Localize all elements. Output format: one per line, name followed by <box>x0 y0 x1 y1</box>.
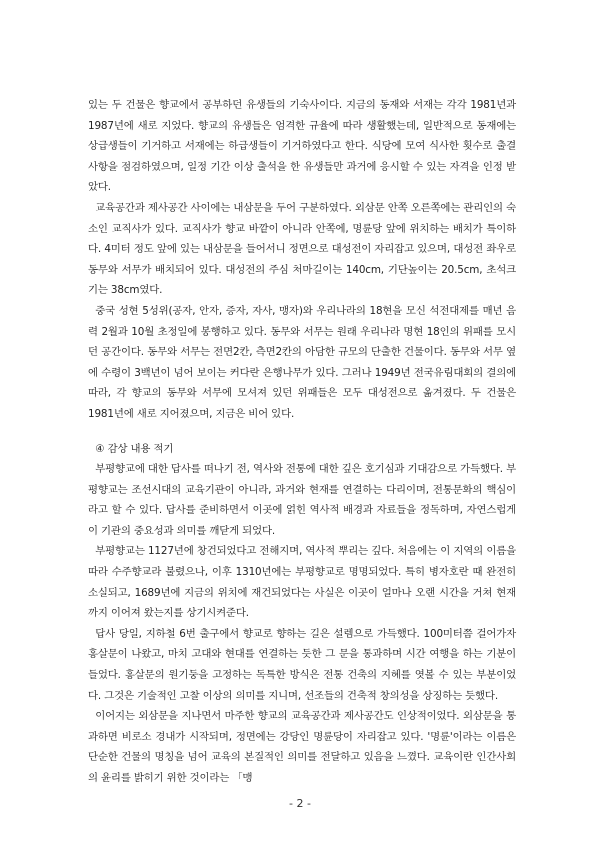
paragraph-myeongnyundang: 이어지는 외삼문을 지나면서 마주한 향교의 교육공간과 제사공간도 인상적이었다. 외삼문을 통과하면 비로소 경내가 시작되며, 정면에는 강당인 명륜당이 자리잡고 있다. '명륜'이라는 이름은 단순한 건물의 명칭을 넘어 교육의 본질적인 의미를 전달하고 있음을 느꼈다. 교육이란 인간사회의 윤리를 밝히기 위한 것이라는 「맹 <box>88 710 516 784</box>
document-body <box>88 95 516 789</box>
section-heading: ④ 감상 내용 적기 <box>95 442 174 455</box>
paragraph-visit-day: 답사 당일, 지하철 6번 출구에서 향교로 향하는 길은 설렘으로 가득했다. 100미터쯤 걸어가자 홍살문이 나왔고, 마치 고대와 현대를 연결하는 듯한 그 문을 통과하며 시간 여행을 하는 기분이 들었다. 홍살문의 원기둥을 고정하는 독특한 방식은 전통 건축의 지혜를 엿볼 수 있는 부분이었다. 그것은 기술적인 고찰 이상의 의미를 지니며, 선조들의 건축적 창의성을 상징하는 듯했다. <box>88 627 516 702</box>
page-number: - 2 - <box>289 797 311 810</box>
paragraph-history: 부평향교는 1127년에 창건되었다고 전해지며, 역사적 뿌리는 깊다. 처음에는 이 지역의 이름을 따라 수주향교라 불렸으나, 이후 1310년에는 부평향교로 명명되었다. 특히 병자호란 때 완전히 소실되고, 1689년에 지금의 위치에 재건되었다는 사실은 이곳이 얼마나 오랜 시간을 거쳐 현재까지 이어져 왔는지를 상기시켜준다. <box>88 545 516 620</box>
section-spacer <box>88 425 516 439</box>
paragraph-naesammun: 교육공간과 제사공간 사이에는 내삼문을 두어 구분하였다. 외삼문 안쪽 오른쪽에는 관리인의 숙소인 교직사가 있다. 교직사가 향교 바깥이 아니라 안쪽에, 명륜당 앞에 위치하는 배치가 특이하다. 4미터 정도 앞에 있는 내삼문을 들어서니 정면으로 대성전이 자리잡고 있으며, 대성전 좌우로 동무와 서무가 배치되어 있다. 대성전의 주심 처마길이는 140cm, 기단높이는 20.5cm, 초석크기는 38cm였다. <box>88 201 516 297</box>
paragraph-dormitory: 있는 두 건물은 향교에서 공부하던 유생들의 기숙사이다. 지금의 동재와 서재는 각각 1981년과 1987년에 새로 지었다. 향교의 유생들은 엄격한 규율에 따라 생활했는데, 일반적으로 동재에는 상급생들이 기거하고 서재에는 하급생들이 기거하였다고 한다. 식당에 모여 식사한 횟수로 출결사항을 점검하였으며, 일정 기간 이상 출석을 한 유생들만 과거에 응시할 수 있는 자격을 인정 받았다. <box>88 99 516 194</box>
paragraph-dongmu-seomu: 중국 성현 5성위(공자, 안자, 증자, 자사, 맹자)와 우리나라의 18현을 모신 석전대제를 매년 음력 2월과 10월 초정일에 봉행하고 있다. 동무와 서무는 원래 우리나라 명현 18인의 위패를 모시던 공간이다. 동무와 서무는 전면2칸, 측면2칸의 아담한 규모의 단출한 건물이다. 동무와 서무 옆에 수령이 3백년이 넘어 보이는 커다란 은행나무가 있다. 그러나 1949년 전국유림대회의 결의에 따라, 각 향교의 동무와 서무에 모셔져 있던 위패들은 모두 대성전으로 옮겨졌다. 두 건물은 1981년에 새로 지어졌으며, 지금은 비어 있다. <box>88 304 516 420</box>
paragraph-impression-intro: 부평향교에 대한 답사를 떠나기 전, 역사와 전통에 대한 깊은 호기심과 기대감으로 가득했다. 부평향교는 조선시대의 교육기관이 아니라, 과거와 현재를 연결하는 다리이며, 전통문화의 핵심이라고 할 수 있다. 답사를 준비하면서 이곳에 얽힌 역사적 배경과 자료들을 정독하며, 자연스럽게 이 기관의 중요성과 의미를 깨닫게 되었다. <box>88 463 516 537</box>
